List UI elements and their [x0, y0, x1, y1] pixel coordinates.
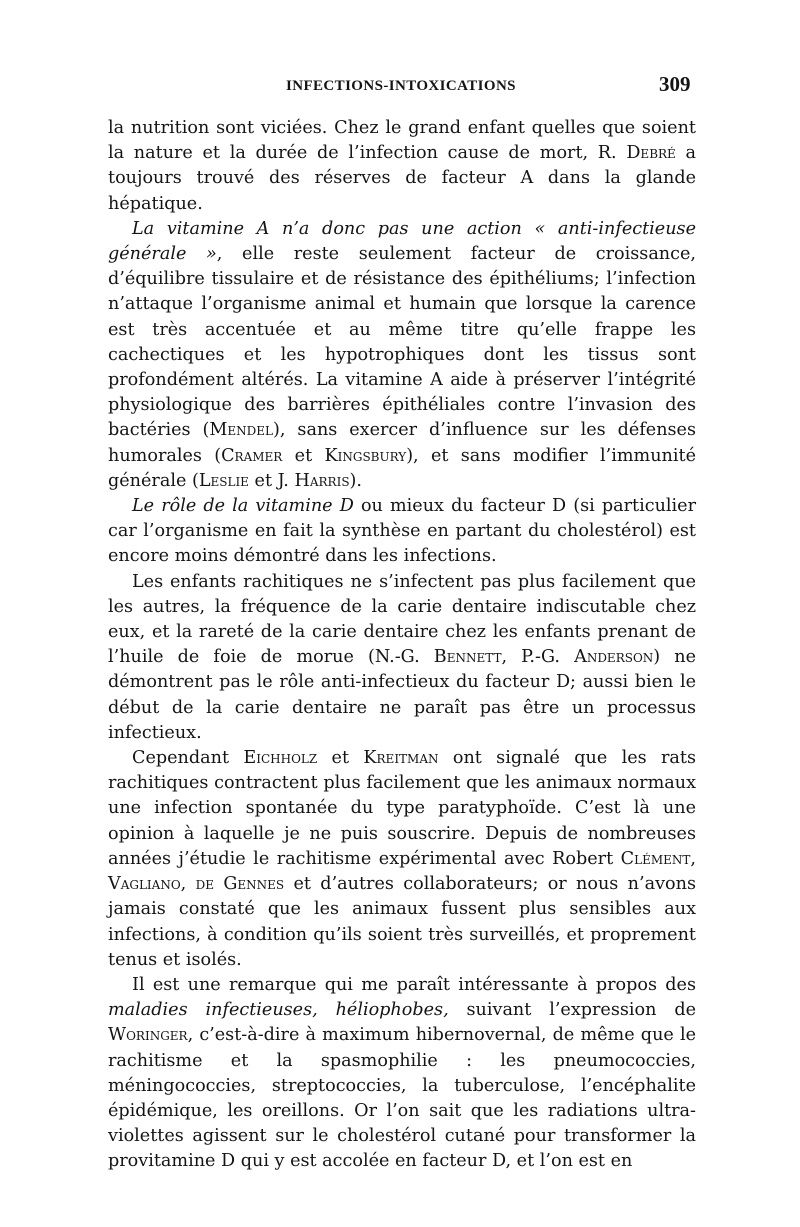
page-number: 309 — [659, 72, 691, 96]
paragraph: Le rôle de la vitamine D ou mieux du facteur D (si particulier car l’organisme en fait la synthèse en partant du cholestérol) est encore moins démontré dans les infections. — [108, 496, 696, 567]
author-name: Debré — [626, 143, 676, 164]
section-lead: La vitamine A n’a donc pas une action « anti-infectieuse générale » — [108, 218, 696, 265]
paragraph: Il est une remarque qui me paraît intéressante à propos des maladies infectieuses, héliophobes, suivant l’expression de Woringer, c’est-à-dire à maximum hibernovernal, de même que le rachitisme et la spasmophilie : les pneumococcies, méningococcies, streptococcies, la tuberculose, l’encéphalite épidémique, les oreillons. Or l’on sait que les radiations ultra-violettes agissent sur le cholestérol cutané pour transformer la provitamine D qui y est accolée en facteur D, et l’on est en — [108, 974, 696, 1172]
paragraph: Cependant Eichholz et Kreitman ont signalé que les rats rachitiques contractent plus facilement que les animaux normaux une infection spontanée du type paratyphoïde. C’est là une opinion à laquelle je ne puis souscrire. Depuis de nombreuses années j’étudie le rachitisme expérimental avec Robert Clément, Vagliano, de Gennes et d’autres collaborateurs; or nous n’avons jamais constaté que les animaux fussent plus sensibles aux infections, à condition qu’ils soient très surveillés, et proprement tenus et isolés. — [108, 748, 697, 970]
author-name: Mendel — [209, 420, 274, 441]
author-name: Kreitman — [363, 748, 439, 769]
running-title: INFECTIONS-INTOXICATIONS — [286, 78, 516, 94]
author-name: Eichholz — [243, 748, 318, 769]
section-lead: Le rôle de la vitamine D — [132, 496, 354, 517]
body-text — [108, 116, 696, 1175]
author-name: de Gennes — [195, 874, 285, 895]
paragraph: La vitamine A n’a donc pas une action « anti-infectieuse générale », elle reste seulement facteur de croissance, d’équilibre tissulaire et de résistance des épithéliums; l’infection n’attaque l’organisme animal et humain que lorsque la carence est très accentuée et au même titre qu’elle frappe les cachectiques et les hypotrophiques dont les tissus sont profondément altérés. La vitamine A aide à préserver l’intégrité physiologique des barrières épithéliales contre l’invasion des bactéries (Mendel), sans exercer d’influence sur les défenses humorales (Cramer et Kingsbury), et sans modifier l’immunité générale (Leslie et J. Harris). — [108, 218, 696, 491]
author-name: Kingsbury — [324, 445, 407, 466]
author-name: Harris — [294, 470, 350, 491]
author-name: Anderson — [574, 647, 654, 668]
author-name: Woringer — [108, 1025, 188, 1046]
paragraph: Les enfants rachitiques ne s’infectent pas plus facilement que les autres, la fréquence de la carie dentaire indiscutable chez eux, et la rareté de la carie dentaire chez les enfants prenant de l’huile de foie de morue (N.-G. Bennett, P.-G. Anderson) ne démontrent pas le rôle anti-infectieux du facteur D; aussi bien le début de la carie dentaire ne paraît pas être un processus infectieux. — [108, 571, 697, 743]
author-name: Bennett — [433, 647, 502, 668]
author-name: Leslie — [198, 470, 249, 491]
paragraph: la nutrition sont viciées. Chez le grand enfant quelles que soient la nature et la durée de l’infection cause de mort, R. Debré a toujours trouvé des réserves de facteur A dans la glande hépatique. — [108, 118, 696, 214]
author-name: Cramer — [221, 445, 283, 466]
author-name: Vagliano — [108, 874, 181, 895]
emphasis: maladies infectieuses, héliophobes, — [108, 1000, 449, 1021]
author-name: Clément — [620, 848, 691, 869]
